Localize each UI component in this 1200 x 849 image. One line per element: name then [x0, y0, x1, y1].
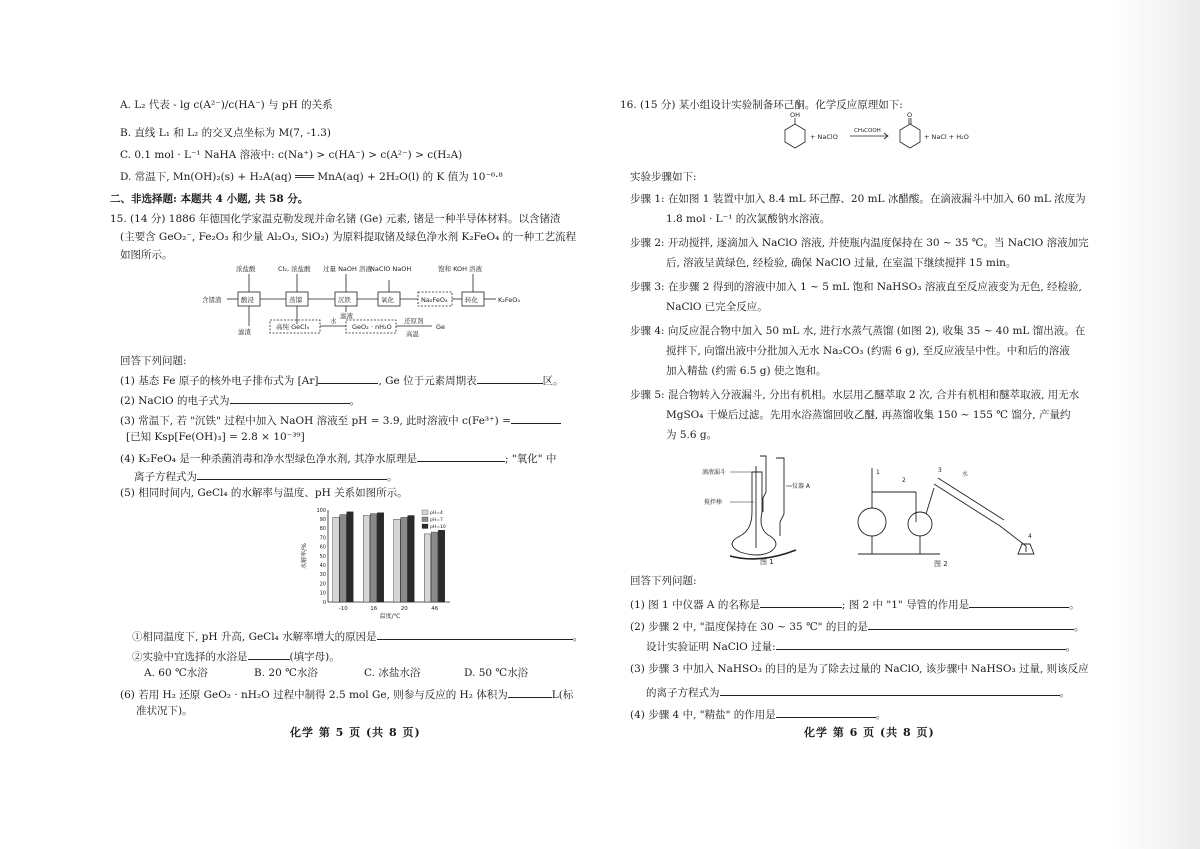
step5-line1: 步骤 5: 混合物转入分液漏斗, 分出有机相。水层用乙醚萃取 2 次, 合并有机相和醚萃取液, 用无水 — [630, 389, 1080, 401]
y-tick-label: 70 — [319, 535, 326, 542]
label-gecl4: 高纯 GeCl₄ — [276, 323, 310, 331]
step4-line1: 步骤 4: 向反应混合物中加入 50 mL 水, 进行水蒸气蒸馏 (如图 2), 收集 35 ~ 40 mL 馏出液。在 — [630, 325, 1086, 337]
dropping-funnel — [760, 456, 766, 512]
section-heading: 二、非选择题: 本题共 4 小题, 共 58 分。 — [110, 193, 309, 205]
y-tick-label: 80 — [319, 526, 326, 533]
reagent-koh: 饱和 KOH 溶液 — [438, 265, 483, 273]
step3-line2: NaClO 已完全反应。 — [666, 301, 768, 313]
side-products: + NaCl + H₂O — [924, 133, 969, 141]
step-distill: 蒸馏 — [289, 296, 302, 304]
apparatus-figure-2 — [850, 462, 1050, 567]
label-instrument-a: 仪器 A — [792, 483, 811, 490]
step2-line2: 后, 溶液呈黄绿色, 经检验, 确保 NaClO 过量, 在室温下继续搅拌 15 min。 — [666, 257, 1017, 269]
answer-blank[interactable] — [377, 628, 573, 640]
answer-blank[interactable] — [776, 706, 876, 718]
q15-part6 — [120, 686, 573, 702]
bar-pH7-46 — [431, 532, 438, 602]
q16-a1-text: (1) 图 1 中仪器 A 的名称是 — [630, 599, 760, 611]
bar-pH10-20 — [408, 516, 415, 602]
q15-p4-text3: 离子方程式为 — [134, 471, 197, 483]
bar-pH10-46 — [438, 530, 445, 602]
q15-part5-sub2 — [132, 648, 340, 664]
option-d: D. 常温下, Mn(OH)₂(s) + H₂A(aq) ═══ MnA(aq) + 2H₂O(l) 的 K 值为 10⁻⁶·⁸ — [120, 171, 503, 183]
reagent-naoh: 过量 NaOH 溶液 — [323, 265, 372, 273]
bar-pH4-46 — [424, 534, 431, 602]
q16-answer-prompt: 回答下列问题: — [630, 575, 697, 587]
x-axis-label: 温度/℃ — [379, 613, 401, 620]
step4-line3: 加入精盐 (约需 6.5 g) 使之饱和。 — [666, 365, 827, 377]
answer-blank[interactable] — [760, 596, 842, 608]
page-footer-left: 化学 第 5 页 (共 8 页) — [290, 726, 421, 739]
distilling-flask — [908, 512, 932, 536]
label-tube-2: 2 — [902, 477, 906, 484]
q16-a4-text: (4) 步骤 4 中, "精盐" 的作用是 — [630, 709, 776, 721]
step3-line1: 步骤 3: 在步骤 2 得到的溶液中加入 1 ~ 5 mL 饱和 NaHSO₃ 溶液直至反应液变为无色, 经检验, — [630, 281, 1082, 293]
label-reductant: 还原剂 — [404, 317, 424, 325]
process-flow-diagram — [200, 262, 530, 350]
answer-blank[interactable] — [477, 372, 543, 384]
q16-part4 — [630, 706, 886, 722]
step-iron-precip: 沉铁 — [338, 296, 351, 304]
steps-title: 实验步骤如下: — [630, 171, 697, 183]
q16-title: 16. (15 分) 某小组设计实验制备环己酮。化学反应原理如下: — [620, 99, 903, 111]
option-c: C. 0.1 mol · L⁻¹ NaHA 溶液中: c(Na⁺) > c(HA⁻) > c(A²⁻) > c(H₂A) — [120, 149, 463, 161]
label-ge: Ge — [436, 323, 446, 331]
q15-part6-line2: 准状况下)。 — [136, 705, 193, 717]
q15-intro-line1: 15. (14 分) 1886 年德国化学家温克勒发现并命名锗 (Ge) 元素, 锗是一种半导体材料。以含锗渣 — [110, 213, 561, 225]
step4-line2: 搅拌下, 向馏出液中分批加入无水 Na₂CO₃ (约需 6 g), 至反应液呈中性。中和后的溶液 — [666, 345, 1070, 357]
answer-blank[interactable] — [197, 468, 387, 480]
reagent-naclo-text: + NaClO — [810, 133, 838, 141]
step-acid-leach: 酸浸 — [241, 296, 254, 304]
q16-part3-line2 — [646, 684, 1070, 700]
left-page — [110, 0, 584, 849]
y-tick-label: 60 — [319, 544, 326, 551]
y-tick-label: 0 — [322, 599, 326, 606]
q15-p2-text: (2) NaClO 的电子式为 — [120, 395, 230, 407]
q16-a1-end: 。 — [1069, 599, 1080, 611]
answer-blank[interactable] — [969, 596, 1069, 608]
answer-blank[interactable] — [776, 638, 1066, 650]
q15-p6-text: (6) 若用 H₂ 还原 GeO₂ · nH₂O 过程中制得 2.5 mol Ge, 则参与反应的 H₂ 体积为 — [120, 689, 508, 701]
q15-p6-text2: L(标 — [551, 689, 574, 701]
q15-p5-1-end: 。 — [572, 631, 584, 643]
x-tick-label: 46 — [431, 606, 439, 612]
label-tube-1: 1 — [876, 469, 880, 476]
byproduct-filtrate: 滤液 — [340, 312, 353, 320]
input-label: 含锗渣 — [202, 296, 222, 304]
q15-part3-note: [已知 Ksp[Fe(OH)₃] = 2.8 × 10⁻³⁹] — [126, 431, 305, 443]
fig1-caption: 图 1 — [760, 558, 774, 566]
condition-acetic-acid: CH₃COOH — [854, 128, 881, 134]
y-tick-label: 90 — [319, 517, 326, 523]
legend-swatch — [422, 510, 428, 515]
y-axis-label: 水解率/% — [301, 543, 308, 569]
cyclohexanol-ring — [785, 124, 805, 148]
bar-pH7--10 — [340, 515, 347, 602]
choice-b[interactable]: B. 20 ℃水浴 — [254, 667, 318, 679]
q15-p5-2-text: ②实验中宜选择的水浴是 — [132, 651, 248, 663]
q15-p5-1-text: ①相同温度下, pH 升高, GeCl₄ 水解率增大的原因是 — [132, 631, 377, 643]
label-high-temp: 高温 — [406, 330, 419, 338]
q15-p4-text: (4) K₂FeO₄ 是一种杀菌消毒和净水型绿色净水剂, 其净水原理是 — [120, 453, 418, 465]
q16-a2-end2: 。 — [1065, 641, 1077, 653]
q15-part2 — [120, 392, 360, 408]
y-tick-label: 30 — [319, 572, 326, 579]
answer-blank[interactable] — [508, 686, 552, 698]
q16-a3-end: 。 — [1059, 687, 1070, 699]
q15-p1-text3: 区。 — [542, 375, 564, 387]
legend-swatch — [422, 524, 428, 529]
bar-pH10-16 — [377, 513, 384, 602]
q16-a2-text: (2) 步骤 2 中, "温度保持在 30 ~ 35 ℃" 的目的是 — [630, 621, 868, 633]
reagent-cl2: Cl₂, 浓盐酸 — [278, 265, 311, 273]
step5-line3: 为 5.6 g。 — [666, 429, 718, 441]
q15-p3-text: (3) 常温下, 若 "沉铁" 过程中加入 NaOH 溶液至 pH = 3.9, 此时溶液中 c(Fe³⁺) = — [120, 415, 511, 427]
product-k2feo4: K₂FeO₄ — [498, 296, 520, 304]
right-page — [620, 0, 1090, 849]
page-footer-right: 化学 第 6 页 (共 8 页) — [804, 726, 935, 739]
q16-a2-end: 。 — [1073, 621, 1085, 633]
legend-label: pH=7 — [430, 518, 443, 523]
q15-part4 — [120, 450, 556, 466]
bar-pH7-16 — [370, 514, 377, 602]
bar-pH7-20 — [401, 517, 408, 602]
q16-part3: (3) 步骤 3 中加入 NaHSO₃ 的目的是为了除去过量的 NaClO, 该步骤中 NaHSO₃ 过量, 则该反应 — [630, 663, 1089, 675]
answer-blank[interactable] — [417, 450, 505, 462]
q15-intro-line2: (主要含 GeO₂⁻, Fe₂O₃ 和少量 Al₂O₃, SiO₂) 为原料提取锗及绿色净水剂 K₂FeO₄ 的一种工艺流程 — [120, 231, 577, 243]
label-geo2: GeO₂ · nH₂O — [352, 323, 392, 331]
q15-p1-text: (1) 基态 Fe 原子的核外电子排布式为 [Ar] — [120, 375, 319, 387]
hydrolysis-bar-chart — [300, 502, 460, 622]
apparatus-figure-1 — [700, 452, 830, 567]
cyclohexanone-ring — [900, 124, 920, 148]
answer-blank[interactable] — [868, 618, 1074, 630]
answer-blank[interactable] — [318, 372, 378, 384]
q16-a4-end: 。 — [875, 709, 887, 721]
answer-blank[interactable] — [230, 392, 350, 404]
fig2-caption: 图 2 — [934, 560, 948, 567]
q16-part2 — [630, 618, 1084, 634]
label-dropping-funnel: 滴液漏斗 — [702, 469, 727, 476]
condenser-a — [776, 458, 784, 536]
bar-pH4--10 — [333, 517, 340, 602]
q15-part4-line2 — [134, 468, 398, 484]
option-b: B. 直线 L₁ 和 L₂ 的交叉点坐标为 M(7, -1.3) — [120, 127, 331, 139]
x-tick-label: -10 — [338, 606, 348, 612]
step1-line1: 步骤 1: 在如图 1 装置中加入 8.4 mL 环己醇、20 mL 冰醋酸。在滴液漏斗中加入 60 mL 浓度为 — [630, 193, 1086, 205]
bar-pH4-20 — [394, 519, 401, 602]
q15-p2-end: 。 — [349, 395, 360, 407]
answer-blank[interactable] — [720, 684, 1060, 696]
condenser — [934, 478, 1004, 526]
q15-p4-end: 。 — [387, 471, 398, 483]
x-tick-label: 20 — [400, 606, 408, 612]
label-tube-3: 3 — [938, 467, 942, 474]
label-tube-4: 4 — [1028, 533, 1032, 540]
oh-group: OH — [790, 112, 801, 119]
x-tick-label: 16 — [370, 606, 378, 612]
legend-swatch — [422, 517, 428, 522]
y-tick-label: 20 — [319, 581, 326, 588]
choice-c[interactable]: C. 冰盐水浴 — [364, 667, 421, 679]
step-oxidize: 氧化 — [381, 296, 394, 304]
q16-a1-text2: ; 图 2 中 "1" 导管的作用是 — [841, 599, 970, 611]
choice-d[interactable]: D. 50 ℃水浴 — [464, 667, 529, 679]
q15-p4-text2: ; "氧化" 中 — [505, 453, 557, 465]
step-na2feo4: Na₂FeO₄ — [421, 296, 448, 304]
step5-line2: MgSO₄ 干燥后过滤。先用水浴蒸馏回收乙醚, 再蒸馏收集 150 ~ 155 ℃ 馏分, 产量约 — [666, 409, 1071, 421]
q16-a3-text2: 的离子方程式为 — [646, 687, 720, 699]
choice-a[interactable]: A. 60 ℃水浴 — [144, 667, 208, 679]
y-tick-label: 50 — [319, 553, 326, 560]
q15-p1-text2: , Ge 位于元素周期表 — [378, 375, 477, 387]
q15-answer-prompt: 回答下列问题: — [120, 355, 187, 367]
q15-p5-2-end: (填字母)。 — [289, 651, 340, 663]
q15-part3 — [120, 412, 561, 428]
label-water-in: 水 — [962, 471, 969, 478]
bar-pH4-16 — [363, 516, 370, 602]
answer-blank[interactable] — [248, 648, 290, 660]
steam-generator-flask — [858, 508, 886, 536]
step-convert: 转化 — [465, 296, 478, 304]
scan-edge-shadow — [1110, 0, 1200, 849]
bar-pH10--10 — [347, 512, 354, 602]
ketone-o: O — [907, 112, 913, 119]
y-tick-label: 100 — [316, 507, 326, 514]
option-a: A. L₂ 代表 - lg c(A²⁻)/c(HA⁻) 与 pH 的关系 — [120, 99, 333, 111]
q16-part1 — [630, 596, 1080, 612]
reagent-hcl: 浓盐酸 — [236, 265, 256, 273]
step1-line2: 1.8 mol · L⁻¹ 的次氯酸钠水溶液。 — [666, 213, 831, 225]
reaction-scheme — [770, 112, 970, 158]
q15-part5-sub1 — [132, 628, 583, 644]
reagent-naclo: NaClO NaOH — [370, 265, 412, 273]
label-stir-rod: 搅拌棒 — [704, 499, 723, 506]
legend-label: pH=4 — [430, 511, 443, 516]
three-neck-flask — [732, 472, 776, 555]
answer-blank[interactable] — [511, 412, 561, 424]
q15-intro-line3: 如图所示。 — [120, 249, 173, 261]
legend-label: pH=10 — [430, 525, 446, 530]
byproduct-residue: 滤渣 — [238, 328, 251, 336]
y-tick-label: 40 — [319, 563, 326, 569]
q16-a2-text2: 设计实验证明 NaClO 过量: — [646, 641, 776, 653]
label-water: 水 — [330, 317, 337, 325]
q16-part2-line2 — [646, 638, 1076, 654]
y-tick-label: 10 — [319, 590, 326, 597]
q15-part1 — [120, 372, 564, 388]
step2-line1: 步骤 2: 开动搅拌, 逐滴加入 NaClO 溶液, 并使瓶内温度保持在 30 ~ 35 ℃。当 NaClO 溶液加完 — [630, 237, 1089, 249]
q15-part5: (5) 相同时间内, GeCl₄ 的水解率与温度、pH 关系如图所示。 — [120, 487, 408, 499]
